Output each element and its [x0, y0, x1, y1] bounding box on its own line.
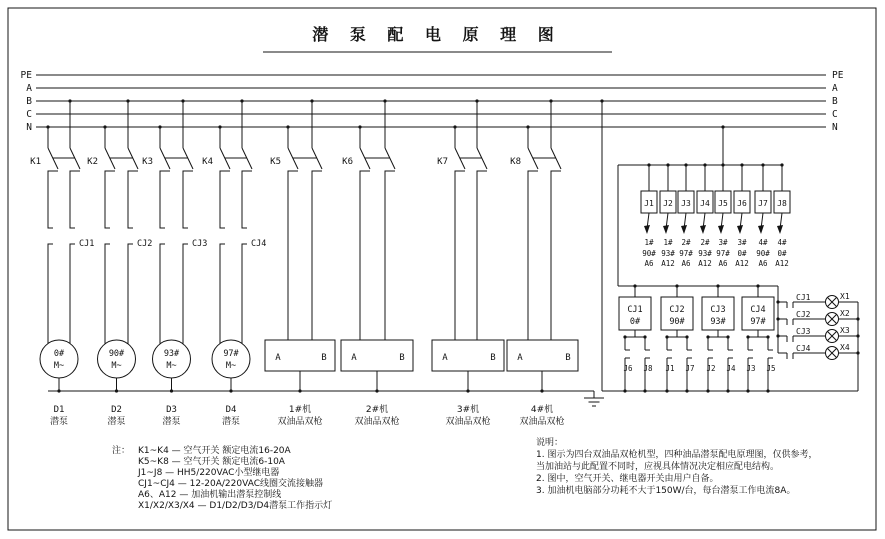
contactor-product: 97#: [750, 317, 766, 327]
breaker-label: K5: [270, 157, 281, 167]
relay-wire: A6: [644, 259, 654, 268]
motor-id: 90#: [108, 349, 125, 359]
relay-dispenser: 3#: [737, 238, 747, 247]
relay-label: J4: [700, 199, 710, 208]
bus-label-c-left: C: [26, 109, 32, 120]
contactor-label: CJ1: [627, 305, 643, 315]
dispenser-name: 双油品双枪: [519, 417, 565, 427]
contactor-product: 90#: [669, 317, 685, 327]
motor-symbol: [40, 340, 78, 378]
page-title: 潜 泵 配 电 原 理 图: [312, 25, 562, 44]
aux-contact-label: J4: [726, 364, 736, 373]
relay-dispenser: 2#: [681, 238, 691, 247]
relay-product: 90#: [642, 249, 656, 258]
relay-wire: A12: [775, 259, 789, 268]
bus-label-b-right: B: [832, 96, 838, 107]
relay-product: 93#: [661, 249, 675, 258]
terminal-a: A: [351, 353, 357, 363]
relay-product: 93#: [698, 249, 712, 258]
lamp-label: X1: [840, 292, 850, 301]
remark-line: 当加油站与此配置不同时，应视具体情况决定相应配电结构。: [536, 462, 780, 472]
pump-tag: D3: [166, 405, 177, 415]
relay-label: J6: [737, 199, 747, 208]
relay-dispenser: 4#: [777, 238, 787, 247]
relay-product: 0#: [777, 249, 787, 258]
motor-symbol: [98, 340, 136, 378]
terminal-b: B: [399, 353, 405, 363]
terminal-b: B: [490, 353, 496, 363]
lamp-contact-label: CJ1: [796, 293, 811, 302]
relay-dispenser: 1#: [644, 238, 654, 247]
motor-type: M~: [166, 361, 177, 371]
breaker-label: K6: [342, 157, 353, 167]
relay-wire: A6: [758, 259, 768, 268]
bus-label-b-left: B: [26, 96, 32, 107]
terminal-a: A: [442, 353, 448, 363]
lamp-label: X4: [840, 343, 850, 352]
pump-name: 潜泵: [49, 417, 69, 427]
relay-product: 0#: [737, 249, 747, 258]
motor-type: M~: [111, 361, 122, 371]
motor-id: 0#: [53, 349, 65, 359]
terminal-b: B: [565, 353, 571, 363]
relay-label: J1: [644, 199, 654, 208]
relay-dispenser: 1#: [663, 238, 673, 247]
note-line: X1/X2/X3/X4 — D1/D2/D3/D4潜泵工作指示灯: [138, 501, 333, 511]
motor-type: M~: [225, 361, 237, 371]
contactor-product: 93#: [710, 317, 726, 327]
relay-label: J5: [718, 199, 728, 208]
pump-name: 潜泵: [107, 417, 126, 427]
dispenser-tag: 3#机: [456, 405, 480, 415]
terminal-b: B: [321, 353, 327, 363]
relay-product: 97#: [716, 249, 730, 258]
aux-contact-label: J3: [746, 364, 756, 373]
note-line: J1~J8 — HH5/220VAC小型继电器: [138, 468, 280, 478]
remark-line: 1. 图示为四台双油品双枪机型，四种油品潜泵配电原理图，仅供参考，: [536, 450, 818, 460]
relay-wire: A12: [661, 259, 675, 268]
terminal-a: A: [275, 353, 281, 363]
motor-id: 93#: [163, 349, 180, 359]
relay-label: J8: [777, 199, 787, 208]
relay-wire: A6: [718, 259, 728, 268]
note-line: A6、A12 — 加油机输出潜泵控制线: [138, 490, 282, 500]
relay-wire: A6: [681, 259, 691, 268]
relay-dispenser: 3#: [718, 238, 728, 247]
note-line: K1~K4 — 空气开关 额定电流16-20A: [138, 446, 291, 456]
breaker-label: K4: [202, 157, 213, 167]
breaker-label: K2: [87, 157, 98, 167]
breaker-label: K7: [437, 157, 448, 167]
relay-label: J3: [681, 199, 691, 208]
relay-dispenser: 4#: [758, 238, 768, 247]
remark-line: 3. 加油机电脑部分功耗不大于150W/台，每台潜泵工作电流8A。: [536, 486, 796, 496]
dispenser-name: 双油品双枪: [277, 417, 323, 427]
dispenser-tag: 4#机: [530, 405, 554, 415]
notes-heading: 注：: [112, 446, 131, 456]
motor-symbol: [212, 340, 250, 378]
aux-contact-label: J6: [623, 364, 633, 373]
bus-label-n-left: N: [26, 122, 32, 133]
aux-contact-label: J7: [685, 364, 695, 373]
relay-wire: A12: [698, 259, 712, 268]
bus-label-a-left: A: [26, 83, 32, 94]
pump-tag: D1: [53, 405, 65, 415]
motor-symbol: [153, 340, 191, 378]
aux-contact-label: J1: [665, 364, 675, 373]
motor-type: M~: [53, 361, 65, 371]
motor-id: 97#: [223, 349, 239, 359]
contactor-product: 0#: [629, 317, 641, 327]
remark-line: 2. 图中，空气开关、继电器开关由用户自备。: [536, 474, 719, 484]
breaker-label: K3: [142, 157, 153, 167]
pump-tag: D2: [111, 405, 122, 415]
relay-product: 90#: [756, 249, 770, 258]
contactor-label: CJ2: [669, 305, 685, 315]
lamp-label: X3: [840, 326, 850, 335]
bus-label-pe-right: PE: [832, 70, 844, 81]
main-contact-label: CJ3: [192, 239, 208, 249]
note-line: K5~K8 — 空气开关 额定电流6-10A: [138, 457, 285, 467]
lamp-label: X2: [840, 309, 850, 318]
lamp-contact-label: CJ3: [796, 327, 811, 336]
lamp-contact-label: CJ4: [796, 344, 811, 353]
breaker-label: K8: [510, 157, 521, 167]
pump-name: 潜泵: [162, 417, 181, 427]
note-line: CJ1~CJ4 — 12-20A/220VAC线圈交流接触器: [138, 479, 323, 489]
main-contact-label: CJ2: [137, 239, 153, 249]
bus-label-c-right: C: [832, 109, 838, 120]
relay-dispenser: 2#: [700, 238, 710, 247]
pump-name: 潜泵: [221, 417, 241, 427]
relay-label: J7: [758, 199, 768, 208]
breaker-label: K1: [30, 157, 41, 167]
dispenser-tag: 2#机: [365, 405, 389, 415]
lamp-contact-label: CJ2: [796, 310, 811, 319]
pump-tag: D4: [225, 405, 237, 415]
dispenser-tag: 1#机: [288, 405, 312, 415]
terminal-a: A: [517, 353, 523, 363]
relay-product: 97#: [679, 249, 693, 258]
contactor-label: CJ3: [710, 305, 726, 315]
bus-label-n-right: N: [832, 122, 838, 133]
dispenser-name: 双油品双枪: [354, 417, 400, 427]
relay-label: J2: [663, 199, 673, 208]
bus-label-a-right: A: [832, 83, 838, 94]
remarks-heading: 说明：: [536, 438, 564, 448]
contactor-label: CJ4: [750, 305, 766, 315]
aux-contact-label: J2: [706, 364, 716, 373]
aux-contact-label: J8: [643, 364, 653, 373]
aux-contact-label: J5: [766, 364, 776, 373]
main-contact-label: CJ4: [251, 239, 267, 249]
main-contact-label: CJ1: [79, 239, 95, 249]
bus-label-pe-left: PE: [20, 70, 32, 81]
dispenser-name: 双油品双枪: [445, 417, 491, 427]
relay-wire: A12: [735, 259, 749, 268]
